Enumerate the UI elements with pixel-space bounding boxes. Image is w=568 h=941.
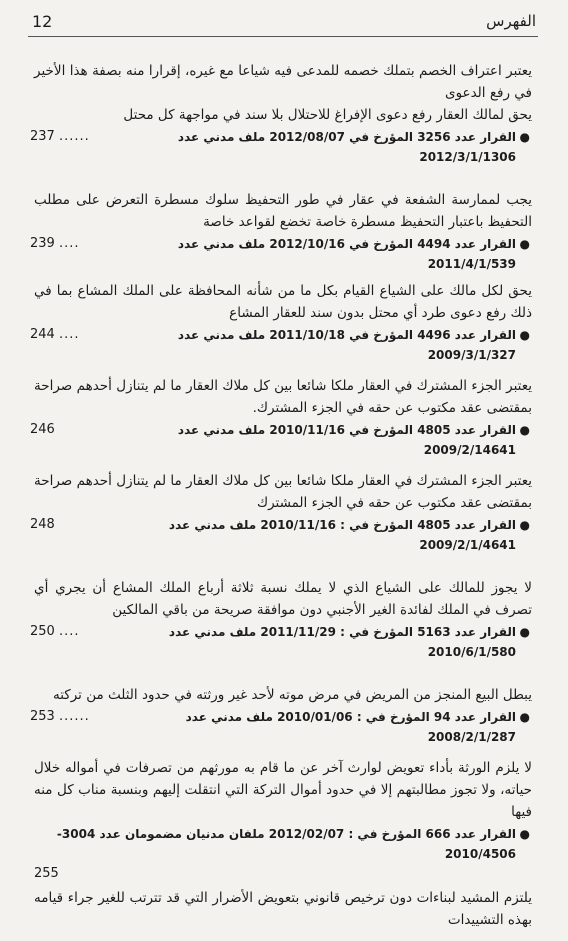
page-ref xyxy=(30,127,90,147)
index-entry xyxy=(30,189,532,274)
page-ref-number: 253 xyxy=(30,709,55,724)
leader-dots: .... xyxy=(58,327,80,342)
bullet-icon: ● xyxy=(519,423,530,437)
decision-text: القرار عدد 4805 المؤرخ في 2010/11/16 ملف مدني عدد 2009/2/14641 xyxy=(177,423,516,457)
entry-summary: يلتزم المشيد لبناءات دون ترخيص قانوني بتعويض الأضرار التي قد تترتب للغير جراء قيامه بهذه التشييدات xyxy=(34,890,532,928)
bullet-icon: ● xyxy=(519,328,530,342)
bullet-icon: ● xyxy=(519,710,530,724)
page-ref-number: 248 xyxy=(30,517,55,532)
page-ref xyxy=(34,866,532,881)
decision-reference xyxy=(30,127,532,167)
page-ref-number: 246 xyxy=(30,422,55,437)
decision-text: القرار عدد 5163 المؤرخ في : 2011/11/29 ملف مدني عدد 2010/6/1/580 xyxy=(168,625,516,659)
decision-text: القرار عدد 3256 المؤرخ في 2012/08/07 ملف مدني عدد 2012/3/1/1306 xyxy=(177,130,516,164)
page-ref xyxy=(30,234,80,254)
entry-summary: يبطل البيع المنجز من المريض في مرض موته لأحد غير ورثته في حدود الثلث من تركته xyxy=(52,687,532,703)
decision-reference xyxy=(30,325,532,365)
page-ref xyxy=(30,707,90,727)
index-entry xyxy=(30,280,532,365)
decision-reference xyxy=(30,622,532,662)
page-number: 12 xyxy=(32,12,53,31)
page-ref-number: 244 xyxy=(30,327,55,342)
bullet-icon: ● xyxy=(519,625,530,639)
decision-reference xyxy=(30,515,532,555)
decision-text: القرار عدد 666 المؤرخ في : 2012/02/07 ملفان مدنيان مضمومان عدد 3004-2010/4506 xyxy=(56,827,516,861)
bullet-icon: ● xyxy=(519,518,530,532)
page-ref xyxy=(30,515,55,535)
page-ref-number: 250 xyxy=(30,624,55,639)
leader-dots: .... xyxy=(58,624,80,639)
entry-summary: يعتبر الجزء المشترك في العقار ملكا شائعا بين كل ملاك العقار ما لم يتنازل أحدهم صراحة بمقتضى عقد مكتوب عن حقه في الجزء المشترك. xyxy=(34,378,532,416)
entry-summary: لا يلزم الورثة بأداء تعويض لوارث آخر عن ما قام به مورثهم من تصرفات في أمواله خلال حياته، ولا تجوز مطالبتهم إلا في حدود أموال التركة التي انتقلت إليهم وبنسبة مناب كل منه فيها xyxy=(34,760,532,820)
entry-summary: يحق لكل مالك على الشياع القيام بكل ما من شأنه المحافظة على الملك المشاع بما في ذلك رفع دعوى طرد أي محتل بدون سند للعقار المشاع xyxy=(34,283,532,321)
index-list xyxy=(30,60,532,941)
index-entry xyxy=(30,60,532,167)
index-entry xyxy=(34,757,532,881)
header-title: الفهرس xyxy=(486,12,536,30)
bullet-icon: ● xyxy=(519,827,530,841)
bullet-icon: ● xyxy=(519,237,530,251)
decision-text: القرار عدد 94 المؤرخ في : 2010/01/06 ملف مدني عدد 2008/2/1/287 xyxy=(185,710,516,744)
page-ref-number: 237 xyxy=(30,129,55,144)
page-ref xyxy=(30,622,80,642)
index-entry xyxy=(34,887,532,931)
decision-text: القرار عدد 4494 المؤرخ في 2012/10/16 ملف مدني عدد 2011/4/1/539 xyxy=(177,237,516,271)
leader-dots: .... xyxy=(58,236,80,251)
decision-reference xyxy=(34,824,532,864)
entry-summary: يحق لمالك العقار رفع دعوى الإفراغ للاحتلال بلا سند في مواجهة كل محتل xyxy=(123,107,532,123)
decision-text: القرار عدد 4496 المؤرخ في 2011/10/18 ملف مدني عدد 2009/3/1/327 xyxy=(177,328,516,362)
page-ref xyxy=(30,325,80,345)
page-ref-number: 239 xyxy=(30,236,55,251)
index-entry xyxy=(30,684,532,747)
page-ref xyxy=(30,420,55,440)
page-header xyxy=(28,8,538,37)
entry-summary: يجب لممارسة الشفعة في عقار في طور التحفيظ سلوك مسطرة التعرض على مطلب التحفيظ باعتبار التحفيظ مسطرة خاصة تخضع لقواعد خاصة xyxy=(34,192,532,230)
index-entry xyxy=(30,470,532,555)
index-entry xyxy=(30,375,532,460)
decision-reference xyxy=(30,420,532,460)
decision-reference xyxy=(30,234,532,274)
entry-summary: يعتبر اعتراف الخصم بتملك خصمه للمدعى فيه شياعا مع غيره، إقرارا منه بصفة هذا الأخير في رفع الدعوى xyxy=(34,63,532,101)
index-entry xyxy=(30,577,532,662)
entry-summary: لا يجوز للمالك على الشياع الذي لا يملك نسبة ثلاثة أرباع الملك المشاع أن يجري أي تصرف في الملك لفائدة الغير الأجنبي دون موافقة صريحة من باقي المالكين xyxy=(34,580,532,618)
leader-dots: ...... xyxy=(58,709,90,724)
bullet-icon: ● xyxy=(519,130,530,144)
decision-reference xyxy=(30,707,532,747)
decision-text: القرار عدد 4805 المؤرخ في : 2010/11/16 ملف مدني عدد 2009/2/1/4641 xyxy=(168,518,516,552)
leader-dots: ...... xyxy=(58,129,90,144)
entry-summary: يعتبر الجزء المشترك في العقار ملكا شائعا بين كل ملاك العقار ما لم يتنازل أحدهم صراحة بمقتضى عقد مكتوب عن حقه في الجزء المشترك xyxy=(34,473,532,511)
page-ref-number: 255 xyxy=(34,866,59,881)
